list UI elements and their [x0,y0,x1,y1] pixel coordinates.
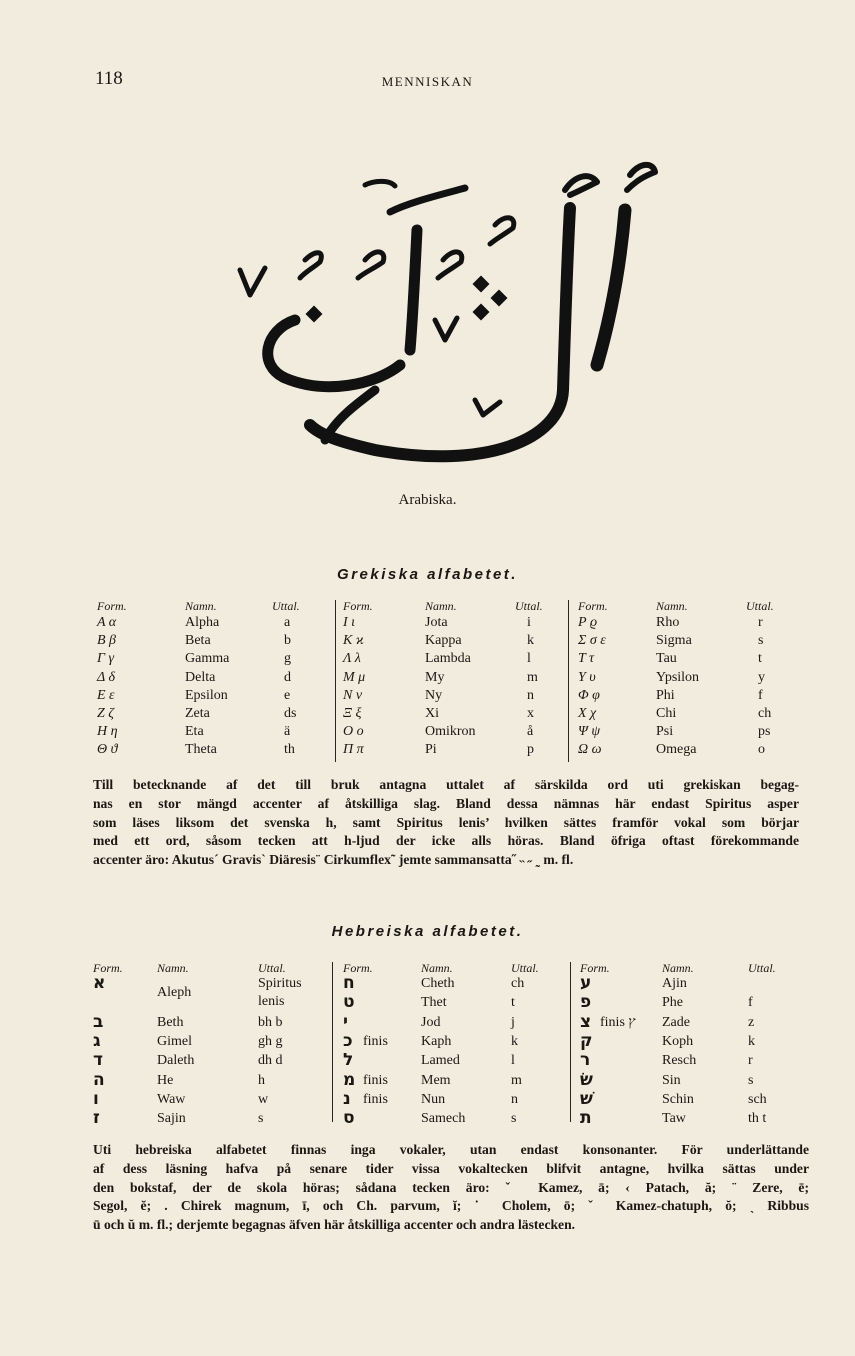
small-v-mark-mid [435,318,457,340]
hebrew-letter-name: Jod [421,1014,441,1030]
greek-letter-name: Rho [656,615,680,630]
greek-letter-name: Omega [656,742,697,758]
greek-letter-form: Ξ ξ [343,706,362,721]
greek-letter-sound: d [284,669,291,685]
greek-letter-form: Β β [97,633,117,649]
greek-letter-form: Ε ε [97,687,115,703]
hebrew-letter-sound: s [511,1111,517,1127]
greek-letter-sound: ps [758,724,771,740]
hebrew-letter-form: ל [343,1050,354,1071]
small-mark-5 [490,218,514,244]
greek-letter-sound: m [527,669,538,685]
greek-column-rule [335,600,336,762]
hebrew-letter-sound: ch [511,976,525,991]
hebrew-letter-form: ס [343,1108,355,1129]
qaf-stroke [268,320,400,387]
hebrew-letter-sound: h [258,1072,265,1088]
greek-letter-sound: p [527,742,534,758]
small-mark-2 [300,253,321,278]
greek-section-title: Grekiska alfabetet. [337,566,518,583]
greek-letter-sound: a [284,615,291,630]
greek-paragraph [93,776,799,870]
greek-letter-form: Τ τ [578,651,595,667]
greek-letter-sound: ds [284,706,297,721]
alif-stroke-middle [410,230,417,350]
hebrew-letter-form: ז [93,1108,100,1129]
hebrew-finis-note: finis ץ [600,1014,636,1030]
hebrew-letter-name: Mem [421,1072,451,1088]
greek-header: Namn. [425,599,457,613]
hebrew-paragraph [93,1141,809,1235]
hebrew-letter-name: Lamed [421,1053,460,1069]
greek-letter-name: Ypsilon [656,669,700,685]
greek-header: Uttal. [515,599,543,613]
greek-letter-form: Π π [343,742,364,758]
nun-stroke [325,390,375,440]
hebrew-paragraph-line: den bokstaf, der de skola höras; sådana tecken äro: ˇ Kamez, ā; ‹ Patach, ă; ¨ Zere, ē; [93,1179,809,1195]
greek-letter-form: Υ υ [578,669,596,685]
running-head: MENNISKAN [381,74,474,89]
dot-right-2 [491,290,508,307]
hebrew-letter-sound: j [511,1014,515,1030]
hebrew-letter-form: י [343,1011,349,1032]
hebrew-letter-form: ק [580,1030,593,1051]
greek-header: Form. [343,599,373,613]
greek-letter-sound: ch [758,706,772,721]
hebrew-letter-sound: t [511,995,515,1011]
greek-letter-sound: x [527,706,534,721]
greek-paragraph-line: nas en stor mängd accenter af åtskilliga slag. Bland dessa nämnas här endast Spiritus asper [93,795,799,811]
greek-letter-form: Γ γ [97,651,114,667]
hebrew-letter-sound: r [748,1053,753,1069]
greek-letter-sound: b [284,633,291,649]
greek-letter-name: Pi [425,742,437,758]
hebrew-letter-form: ב [93,1011,104,1032]
greek-letter-form: Ν ν [343,687,363,703]
hebrew-letter-name: Aleph [157,985,192,1000]
hebrew-letter-name: Nun [421,1091,446,1107]
greek-letter-sound: y [758,669,765,685]
greek-paragraph-line: med ett ord, såsom tecken att h-ljud der icke alls höras. Bland öfriga oftast förekommande [93,833,799,849]
greek-letter-name: Kappa [425,633,462,649]
hebrew-header: Form. [343,961,373,975]
hebrew-letter-form: ט [343,992,355,1013]
hebrew-paragraph-line: Segol, ĕ; . Chirek magnum, ī, och Ch. parvum, ĭ; ˙ Cholem, ō; ˇ Kamez-chatuph, ŏ; ˎ Ribbus [93,1198,809,1214]
hebrew-letter-sound: l [511,1053,515,1069]
hebrew-letter-sound: s [748,1072,754,1088]
greek-letter-sound: k [527,633,534,649]
greek-letter-form: Δ δ [97,669,115,685]
greek-letter-form: Ρ ϱ [578,615,598,630]
hebrew-letter-name: Koph [662,1033,694,1049]
hebrew-letter-name: Daleth [157,1053,195,1069]
greek-letter-form: Μ μ [343,669,366,685]
hebrew-letter-name: Schin [662,1091,694,1107]
hebrew-letter-name: Kaph [421,1033,452,1049]
greek-letter-name: Epsilon [185,687,228,703]
hebrew-header: Uttal. [258,961,286,975]
greek-header: Form. [97,599,127,613]
greek-letter-name: Tau [656,651,677,667]
hebrew-letter-name: Samech [421,1111,466,1127]
hebrew-letter-form: א [93,973,106,993]
greek-letter-name: Delta [185,669,216,685]
hebrew-letter-name: Phe [662,995,683,1011]
hebrew-letter-sound: sch [748,1091,767,1107]
hebrew-letter-form: צ [580,1011,592,1032]
greek-letter-form: Θ ϑ [97,742,118,758]
greek-letter-name: Sigma [656,633,692,649]
greek-letter-sound: o [758,742,765,758]
hebrew-letter-form: ג [93,1030,101,1051]
hebrew-column-rule [332,962,333,1122]
hebrew-letter-form: ח [343,973,355,993]
hebrew-letter-form: נ [343,1088,351,1109]
hebrew-letter-name: Sin [662,1072,681,1088]
greek-letter-sound: f [758,687,763,703]
small-mark-4 [438,252,462,278]
hebrew-letter-sound: z [748,1014,755,1030]
hebrew-letter-sound: m [511,1072,522,1088]
greek-letter-form: Ο ο [343,724,364,740]
greek-letter-name: Ny [425,687,443,703]
greek-paragraph-line: Till betecknande af det till bruk antagna uttalet af särskilda ord uti grekiskan begag- [93,777,799,792]
hebrew-letter-form: כ [343,1030,353,1051]
hebrew-letter-form: פ [580,992,592,1013]
greek-letter-name: My [425,669,445,685]
hebrew-letter-sound: dh d [258,1053,283,1069]
hebrew-letter-name: He [157,1072,174,1088]
hebrew-letter-name: Resch [662,1053,697,1069]
hebrew-header: Form. [580,961,610,975]
greek-paragraph-line: som läses liksom det svenska h, samt Spiritus lenis’ hvilken sättes framför vokal som börjar [93,814,799,830]
greek-column-rule [568,600,569,762]
hebrew-letter-sound: Spiritus lenis [258,976,302,1009]
hebrew-letter-form: ד [93,1050,103,1071]
hebrew-letter-sound: k [511,1033,518,1049]
greek-letter-name: Phi [656,687,675,703]
greek-letter-name: Lambda [425,651,471,667]
hebrew-letter-form: שׁ [580,1088,593,1109]
small-mark-6 [365,181,395,186]
small-v-mark-left [240,268,265,295]
greek-letter-form: Σ σ ε [578,633,606,649]
hebrew-letter-sound: n [511,1091,518,1107]
small-mark-3 [358,252,384,278]
hamza-mark-right [627,165,655,190]
hebrew-paragraph-line: Uti hebreiska alfabetet finnas inga vokaler, utan endast konsonanter. För underlättande [93,1142,809,1157]
greek-letter-sound: ä [284,724,291,740]
hebrew-letter-sound: gh g [258,1033,283,1049]
greek-letter-name: Eta [185,724,204,740]
hebrew-header: Namn. [157,961,189,975]
greek-letter-form: Ψ ψ [578,724,601,740]
greek-letter-form: Λ λ [343,651,361,667]
greek-letter-form: Ι ι [343,615,356,630]
hebrew-paragraph-line: ū och ŭ m. fl.; derjemte begagnas äfven här åtskilliga accenter och andra lästecken. [93,1217,576,1233]
hamza-mark-top [565,176,597,195]
greek-letter-name: Jota [425,615,448,630]
greek-letter-form: Α α [97,615,117,630]
hebrew-letter-sound: bh b [258,1014,283,1030]
greek-header: Form. [578,599,608,613]
hebrew-letter-name: Thet [421,995,447,1011]
hebrew-letter-form: ו [93,1088,99,1109]
hebrew-header: Uttal. [748,961,776,975]
greek-letter-name: Gamma [185,651,230,667]
hebrew-letter-name: Taw [662,1111,686,1127]
greek-header: Uttal. [272,599,300,613]
greek-letter-sound: th [284,742,295,758]
hebrew-header: Namn. [421,961,453,975]
dot-right-3 [473,304,490,321]
greek-letter-sound: g [284,651,291,667]
greek-letter-name: Omikron [425,724,476,740]
arabic-calligraphy-illustration [225,150,665,480]
hebrew-letter-sound: w [258,1091,269,1107]
greek-letter-name: Chi [656,706,677,721]
greek-letter-sound: t [758,651,762,667]
hebrew-header: Uttal. [511,961,539,975]
hebrew-section-title: Hebreiska alfabetet. [331,923,524,940]
greek-letter-form: Κ ϰ [343,633,364,649]
dot-right-1 [473,276,490,293]
greek-letter-name: Beta [185,633,211,649]
greek-letter-sound: e [284,687,291,703]
greek-letter-name: Zeta [185,706,210,721]
greek-letter-name: Xi [425,706,439,721]
hebrew-column-rule [570,962,571,1122]
hebrew-letter-form: מ [343,1069,356,1090]
hebrew-letter-form: שׂ [580,1069,593,1090]
hebrew-letter-name: Beth [157,1014,184,1030]
greek-letter-form: Ζ ζ [97,706,114,721]
hebrew-letter-name: Gimel [157,1033,192,1049]
greek-letter-sound: r [758,615,763,630]
greek-header: Namn. [185,599,217,613]
madda-stroke [390,188,465,212]
hebrew-letter-name: Zade [662,1014,690,1030]
hebrew-letter-name: Ajin [662,976,687,991]
greek-letter-form: Φ φ [578,687,600,703]
hebrew-letter-form: ר [580,1050,591,1071]
hebrew-letter-name: Sajin [157,1111,186,1127]
greek-letter-sound: n [527,687,534,703]
hebrew-paragraph-line: af dess läsning hafva på senare tider vissa vokaltecken blifvit antagne, hvilka sättas under [93,1160,809,1176]
greek-letter-name: Theta [185,742,217,758]
hebrew-letter-form: ה [93,1069,105,1090]
hebrew-letter-sound: s [258,1111,264,1127]
greek-paragraph-line: accenter äro: Akutus´ Gravis` Diäresis¨ Cirkumflex˜ jemte sammansatta˝ ˵ ˶ ˷ m. fl. [93,852,574,868]
greek-letter-name: Alpha [185,615,220,630]
greek-header: Namn. [656,599,688,613]
alif-stroke-right [597,210,625,365]
arabic-caption: Arabiska. [398,492,457,508]
small-mark-bottom [475,400,500,415]
hebrew-letter-form: ע [580,973,592,993]
greek-letter-sound: s [758,633,764,649]
greek-letter-form: Χ χ [578,706,597,721]
hebrew-letter-name: Cheth [421,976,455,991]
greek-letter-sound: l [527,651,531,667]
greek-letter-name: Psi [656,724,674,740]
greek-letter-sound: å [527,724,534,740]
hebrew-header: Namn. [662,961,694,975]
hebrew-letter-form: ת [580,1108,592,1129]
greek-letter-form: Η η [97,724,118,740]
hebrew-header: Form. [93,961,123,975]
hebrew-finis-note: finis [363,1033,388,1049]
hebrew-letter-sound: th t [748,1111,767,1127]
greek-letter-form: Ω ω [578,742,602,758]
greek-letter-sound: i [527,615,531,630]
greek-header: Uttal. [746,599,774,613]
page-number: 118 [95,68,123,89]
hebrew-finis-note: finis [363,1072,388,1088]
dot-left [306,306,323,323]
hebrew-letter-sound: k [748,1033,755,1049]
hebrew-letter-sound: f [748,995,753,1011]
hebrew-finis-note: finis [363,1091,388,1107]
hebrew-letter-name: Waw [157,1091,186,1107]
